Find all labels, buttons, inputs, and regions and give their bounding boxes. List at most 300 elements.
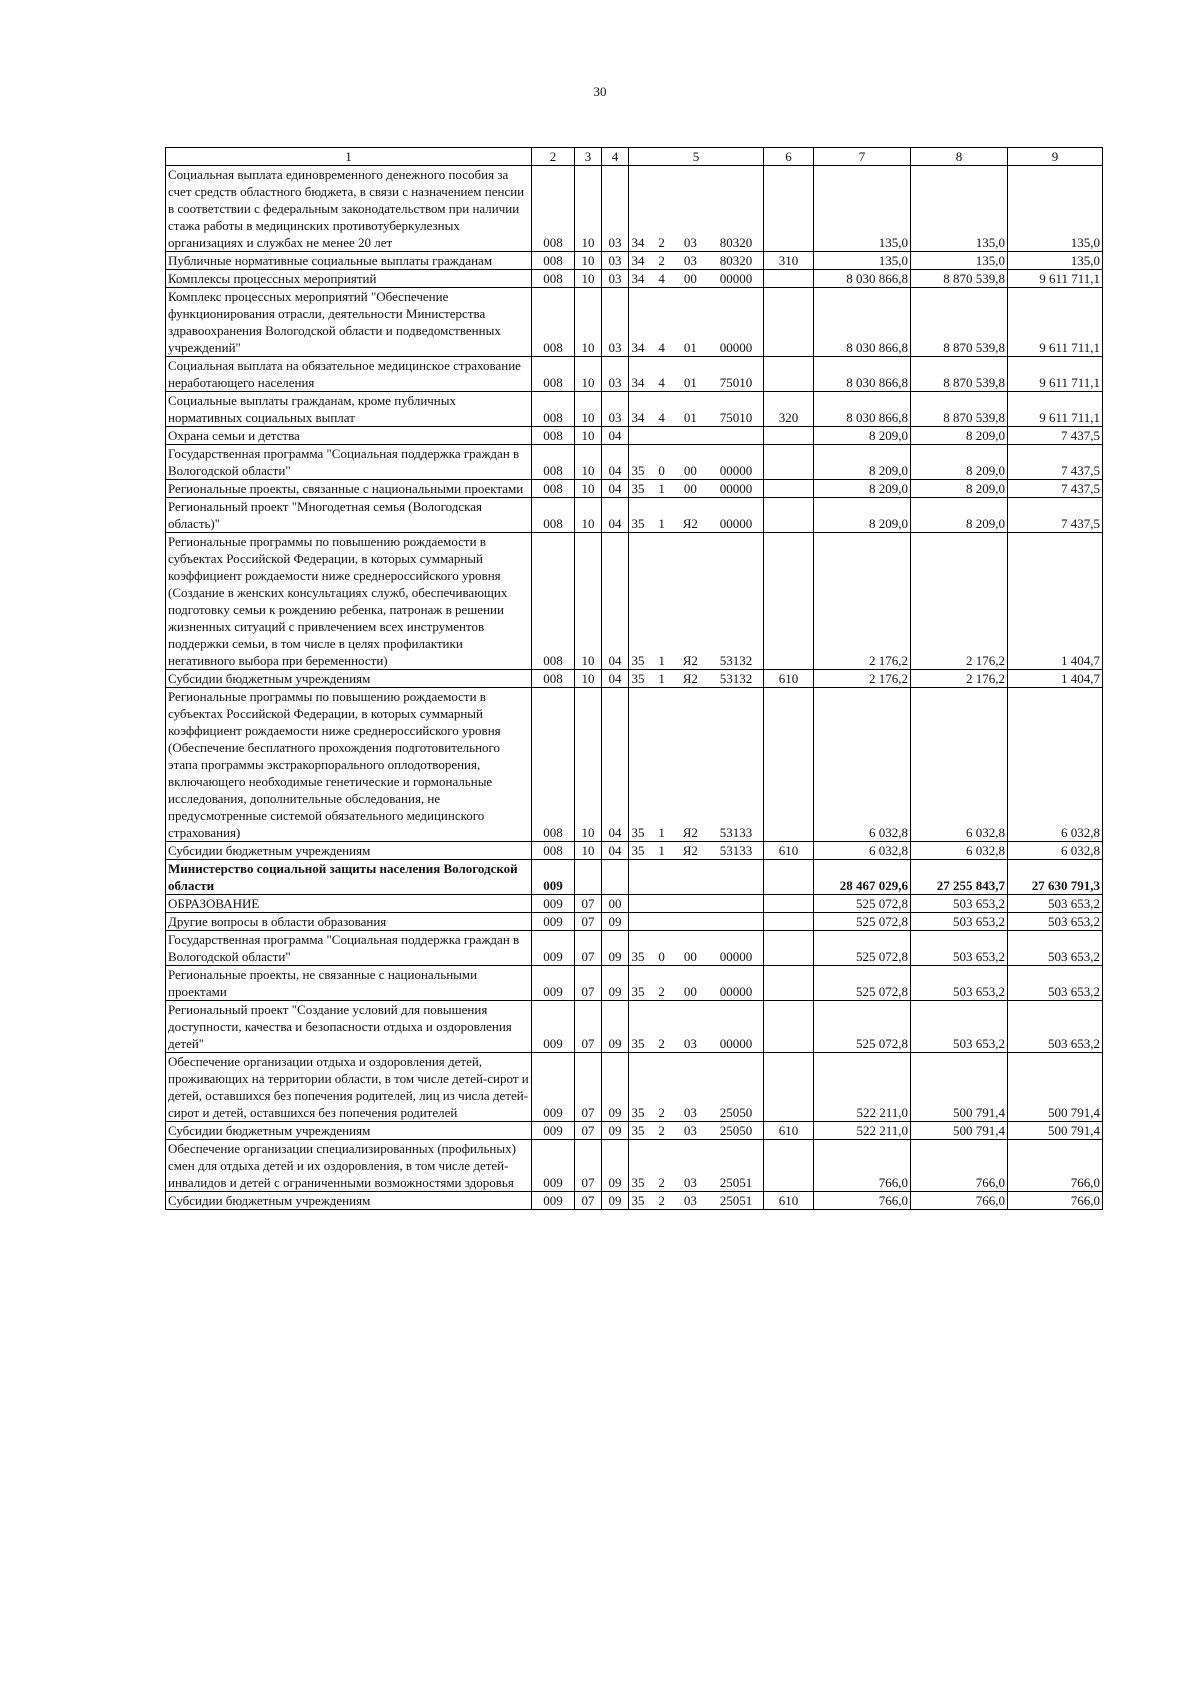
row-value-8: 503 653,2 bbox=[911, 931, 1008, 966]
row-vr bbox=[764, 166, 814, 252]
row-pr: 09 bbox=[602, 966, 629, 1001]
kcs-structure: 00 bbox=[683, 949, 697, 964]
kcs-type: 1 bbox=[658, 481, 665, 496]
row-value-9: 9 611 711,1 bbox=[1008, 288, 1103, 357]
row-value-9: 7 437,5 bbox=[1008, 480, 1103, 498]
row-gr: 009 bbox=[532, 1053, 575, 1122]
kcs-type: 1 bbox=[658, 516, 665, 531]
kcs-structure: 00 bbox=[683, 271, 697, 286]
kcs-direction: 25051 bbox=[719, 1193, 753, 1208]
kcs-direction: 75010 bbox=[719, 375, 753, 390]
row-pr: 04 bbox=[602, 498, 629, 533]
row-rz: 07 bbox=[575, 1140, 602, 1192]
row-name: Социальная выплата единовременного денежного пособия за счет средств областного бюджета, в связи с назначением пенсии в соответствии с федеральным законодательством при наличии стажа работы в медицинских противотуберкулезных организациях и службах не менее 20 лет bbox=[166, 166, 532, 252]
row-name: Другие вопросы в области образования bbox=[166, 913, 532, 931]
row-name: Министерство социальной защиты населения Вологодской области bbox=[166, 860, 532, 895]
kcs-direction: 00000 bbox=[719, 984, 753, 999]
row-name: Государственная программа "Социальная поддержка граждан в Вологодской области" bbox=[166, 931, 532, 966]
row-gr: 009 bbox=[532, 1001, 575, 1053]
row-pr: 03 bbox=[602, 252, 629, 270]
table-row bbox=[166, 166, 1103, 252]
row-rz: 10 bbox=[575, 445, 602, 480]
table-row bbox=[166, 966, 1103, 1001]
row-value-8: 8 209,0 bbox=[911, 498, 1008, 533]
row-pr bbox=[602, 860, 629, 895]
row-gr: 008 bbox=[532, 670, 575, 688]
row-gr: 009 bbox=[532, 1122, 575, 1140]
row-value-8: 8 870 539,8 bbox=[911, 392, 1008, 427]
row-value-8: 27 255 843,7 bbox=[911, 860, 1008, 895]
row-name: Публичные нормативные социальные выплаты гражданам bbox=[166, 252, 532, 270]
row-name: Комплекс процессных мероприятий "Обеспечение функционирования отрасли, деятельности Министерства здравоохранения Вологодской области и подведомственных учреждений" bbox=[166, 288, 532, 357]
row-pr: 03 bbox=[602, 357, 629, 392]
row-value-9: 135,0 bbox=[1008, 252, 1103, 270]
table-row bbox=[166, 1001, 1103, 1053]
row-value-9: 135,0 bbox=[1008, 166, 1103, 252]
kcs-structure: 03 bbox=[683, 1193, 697, 1208]
row-gr: 008 bbox=[532, 842, 575, 860]
row-kcs bbox=[629, 498, 764, 533]
row-value-7: 525 072,8 bbox=[814, 895, 911, 913]
row-pr: 04 bbox=[602, 480, 629, 498]
table-row bbox=[166, 427, 1103, 445]
row-value-7: 2 176,2 bbox=[814, 670, 911, 688]
row-gr: 008 bbox=[532, 688, 575, 842]
row-value-9: 7 437,5 bbox=[1008, 427, 1103, 445]
row-kcs bbox=[629, 252, 764, 270]
row-kcs bbox=[629, 1053, 764, 1122]
row-gr: 008 bbox=[532, 427, 575, 445]
row-pr: 00 bbox=[602, 895, 629, 913]
row-value-7: 28 467 029,6 bbox=[814, 860, 911, 895]
table-row bbox=[166, 392, 1103, 427]
row-name: Обеспечение организации специализированных (профильных) смен для отдыха детей и их оздоровления, в том числе детей-инвалидов и детей с ограниченными возможностями здоровья bbox=[166, 1140, 532, 1192]
row-vr bbox=[764, 357, 814, 392]
table-row bbox=[166, 931, 1103, 966]
row-value-8: 8 870 539,8 bbox=[911, 270, 1008, 288]
kcs-type: 2 bbox=[658, 1193, 665, 1208]
row-name: Субсидии бюджетным учреждениям bbox=[166, 1122, 532, 1140]
row-value-7: 766,0 bbox=[814, 1192, 911, 1210]
kcs-direction: 00000 bbox=[719, 949, 753, 964]
kcs-structure: 01 bbox=[683, 375, 697, 390]
kcs-structure: 01 bbox=[683, 340, 697, 355]
row-vr bbox=[764, 860, 814, 895]
header-col-8: 8 bbox=[911, 148, 1008, 166]
kcs-type: 0 bbox=[658, 463, 665, 478]
row-value-8: 135,0 bbox=[911, 166, 1008, 252]
row-vr bbox=[764, 1053, 814, 1122]
kcs-type: 2 bbox=[658, 1105, 665, 1120]
row-name: Охрана семьи и детства bbox=[166, 427, 532, 445]
row-kcs bbox=[629, 166, 764, 252]
row-kcs bbox=[629, 913, 764, 931]
row-value-9: 503 653,2 bbox=[1008, 913, 1103, 931]
row-gr: 008 bbox=[532, 498, 575, 533]
row-value-8: 766,0 bbox=[911, 1140, 1008, 1192]
row-value-7: 8 209,0 bbox=[814, 427, 911, 445]
kcs-direction: 25050 bbox=[719, 1123, 753, 1138]
row-rz: 07 bbox=[575, 966, 602, 1001]
table-row bbox=[166, 1122, 1103, 1140]
table-row bbox=[166, 1192, 1103, 1210]
row-vr bbox=[764, 498, 814, 533]
kcs-program: 35 bbox=[631, 463, 645, 478]
header-col-4: 4 bbox=[602, 148, 629, 166]
row-kcs bbox=[629, 392, 764, 427]
row-vr: 320 bbox=[764, 392, 814, 427]
row-kcs bbox=[629, 1122, 764, 1140]
kcs-structure: 03 bbox=[683, 235, 697, 250]
kcs-structure: Я2 bbox=[682, 653, 698, 668]
row-value-9: 7 437,5 bbox=[1008, 498, 1103, 533]
row-value-9: 500 791,4 bbox=[1008, 1122, 1103, 1140]
kcs-program: 34 bbox=[631, 410, 645, 425]
row-gr: 009 bbox=[532, 913, 575, 931]
row-value-9: 766,0 bbox=[1008, 1192, 1103, 1210]
kcs-structure: Я2 bbox=[682, 671, 698, 686]
row-value-8: 135,0 bbox=[911, 252, 1008, 270]
row-rz: 07 bbox=[575, 913, 602, 931]
row-value-9: 503 653,2 bbox=[1008, 1001, 1103, 1053]
row-kcs bbox=[629, 1001, 764, 1053]
row-value-8: 503 653,2 bbox=[911, 1001, 1008, 1053]
kcs-type: 2 bbox=[658, 1036, 665, 1051]
row-value-8: 6 032,8 bbox=[911, 842, 1008, 860]
kcs-structure: 03 bbox=[683, 1036, 697, 1051]
row-rz: 10 bbox=[575, 270, 602, 288]
row-rz: 07 bbox=[575, 1053, 602, 1122]
kcs-direction: 53133 bbox=[719, 825, 753, 840]
row-value-8: 8 209,0 bbox=[911, 427, 1008, 445]
row-value-7: 2 176,2 bbox=[814, 533, 911, 670]
kcs-structure: 03 bbox=[683, 1105, 697, 1120]
row-gr: 008 bbox=[532, 480, 575, 498]
kcs-program: 35 bbox=[631, 1193, 645, 1208]
row-pr: 04 bbox=[602, 533, 629, 670]
kcs-type: 1 bbox=[658, 653, 665, 668]
row-vr bbox=[764, 966, 814, 1001]
row-value-7: 6 032,8 bbox=[814, 842, 911, 860]
row-value-9: 7 437,5 bbox=[1008, 445, 1103, 480]
row-vr: 310 bbox=[764, 252, 814, 270]
row-rz: 07 bbox=[575, 895, 602, 913]
kcs-direction: 75010 bbox=[719, 410, 753, 425]
kcs-structure: 00 bbox=[683, 481, 697, 496]
header-col-1: 1 bbox=[166, 148, 532, 166]
row-value-9: 1 404,7 bbox=[1008, 670, 1103, 688]
row-value-7: 525 072,8 bbox=[814, 913, 911, 931]
row-vr bbox=[764, 270, 814, 288]
kcs-type: 0 bbox=[658, 949, 665, 964]
row-rz: 07 bbox=[575, 1001, 602, 1053]
kcs-program: 34 bbox=[631, 235, 645, 250]
row-value-7: 8 209,0 bbox=[814, 445, 911, 480]
row-name: Государственная программа "Социальная поддержка граждан в Вологодской области" bbox=[166, 445, 532, 480]
row-pr: 09 bbox=[602, 913, 629, 931]
kcs-direction: 00000 bbox=[719, 516, 753, 531]
row-value-8: 503 653,2 bbox=[911, 895, 1008, 913]
kcs-structure: 00 bbox=[683, 984, 697, 999]
table-row bbox=[166, 445, 1103, 480]
kcs-type: 2 bbox=[658, 1123, 665, 1138]
row-gr: 009 bbox=[532, 931, 575, 966]
kcs-direction: 53133 bbox=[719, 843, 753, 858]
row-rz: 10 bbox=[575, 498, 602, 533]
row-value-9: 503 653,2 bbox=[1008, 931, 1103, 966]
kcs-direction: 80320 bbox=[719, 253, 753, 268]
kcs-structure: 03 bbox=[683, 253, 697, 268]
row-rz: 10 bbox=[575, 688, 602, 842]
row-gr: 008 bbox=[532, 270, 575, 288]
row-value-9: 9 611 711,1 bbox=[1008, 392, 1103, 427]
row-value-8: 8 209,0 bbox=[911, 445, 1008, 480]
table-row bbox=[166, 860, 1103, 895]
row-kcs bbox=[629, 445, 764, 480]
kcs-program: 35 bbox=[631, 949, 645, 964]
row-vr bbox=[764, 913, 814, 931]
table-body bbox=[166, 166, 1103, 1210]
table-row bbox=[166, 357, 1103, 392]
row-name: Региональные проекты, не связанные с национальными проектами bbox=[166, 966, 532, 1001]
row-name: Комплексы процессных мероприятий bbox=[166, 270, 532, 288]
row-vr bbox=[764, 427, 814, 445]
row-name: Субсидии бюджетным учреждениям bbox=[166, 842, 532, 860]
row-name: Социальные выплаты гражданам, кроме публичных нормативных социальных выплат bbox=[166, 392, 532, 427]
row-kcs bbox=[629, 270, 764, 288]
row-vr bbox=[764, 895, 814, 913]
row-value-7: 522 211,0 bbox=[814, 1122, 911, 1140]
row-kcs bbox=[629, 427, 764, 445]
row-value-8: 2 176,2 bbox=[911, 533, 1008, 670]
row-rz: 10 bbox=[575, 427, 602, 445]
kcs-program: 35 bbox=[631, 671, 645, 686]
kcs-program: 35 bbox=[631, 843, 645, 858]
row-value-8: 8 870 539,8 bbox=[911, 357, 1008, 392]
row-value-7: 766,0 bbox=[814, 1140, 911, 1192]
row-name: Социальная выплата на обязательное медицинское страхование неработающего населения bbox=[166, 357, 532, 392]
row-gr: 009 bbox=[532, 1192, 575, 1210]
kcs-direction: 53132 bbox=[719, 653, 753, 668]
kcs-type: 4 bbox=[658, 410, 665, 425]
table-header-row bbox=[166, 148, 1103, 166]
row-value-8: 8 209,0 bbox=[911, 480, 1008, 498]
row-name: Обеспечение организации отдыха и оздоровления детей, проживающих на территории области, в том числе детей-сирот и детей, оставшихся без попечения родителей, лиц из числа детей-сирот и детей, оставшихся без попечения родителей bbox=[166, 1053, 532, 1122]
row-vr: 610 bbox=[764, 1192, 814, 1210]
row-value-7: 525 072,8 bbox=[814, 931, 911, 966]
row-pr: 09 bbox=[602, 1140, 629, 1192]
row-value-7: 8 030 866,8 bbox=[814, 288, 911, 357]
kcs-program: 35 bbox=[631, 653, 645, 668]
table-row bbox=[166, 670, 1103, 688]
row-name: ОБРАЗОВАНИЕ bbox=[166, 895, 532, 913]
row-rz: 10 bbox=[575, 357, 602, 392]
row-rz: 10 bbox=[575, 288, 602, 357]
row-kcs bbox=[629, 860, 764, 895]
row-kcs bbox=[629, 966, 764, 1001]
row-vr bbox=[764, 480, 814, 498]
kcs-type: 2 bbox=[658, 235, 665, 250]
kcs-program: 34 bbox=[631, 253, 645, 268]
row-gr: 009 bbox=[532, 895, 575, 913]
row-rz: 07 bbox=[575, 1122, 602, 1140]
kcs-type: 4 bbox=[658, 375, 665, 390]
kcs-structure: 00 bbox=[683, 463, 697, 478]
row-value-8: 503 653,2 bbox=[911, 913, 1008, 931]
kcs-program: 35 bbox=[631, 1175, 645, 1190]
kcs-type: 2 bbox=[658, 984, 665, 999]
row-value-9: 503 653,2 bbox=[1008, 895, 1103, 913]
row-rz: 10 bbox=[575, 392, 602, 427]
row-gr: 008 bbox=[532, 533, 575, 670]
kcs-type: 1 bbox=[658, 671, 665, 686]
row-name: Региональные программы по повышению рождаемости в субъектах Российской Федерации, в которых суммарный коэффициент рождаемости ниже среднероссийского уровня (Создание в женских консультациях служб, обеспечивающих подготовку семьи к рождению ребенка, патронаж в решении жизненных ситуаций с привлечением всех инструментов поддержки семьи, в том числе в целях профилактики негативного выбора при беременности) bbox=[166, 533, 532, 670]
kcs-program: 35 bbox=[631, 825, 645, 840]
header-col-6: 6 bbox=[764, 148, 814, 166]
row-rz: 07 bbox=[575, 931, 602, 966]
table-row bbox=[166, 1140, 1103, 1192]
kcs-program: 34 bbox=[631, 271, 645, 286]
kcs-type: 1 bbox=[658, 825, 665, 840]
table-row bbox=[166, 688, 1103, 842]
row-vr bbox=[764, 288, 814, 357]
row-value-9: 1 404,7 bbox=[1008, 533, 1103, 670]
table-row bbox=[166, 895, 1103, 913]
kcs-structure: 01 bbox=[683, 410, 697, 425]
row-pr: 03 bbox=[602, 288, 629, 357]
kcs-direction: 25051 bbox=[719, 1175, 753, 1190]
row-pr: 04 bbox=[602, 688, 629, 842]
kcs-type: 4 bbox=[658, 271, 665, 286]
row-value-7: 135,0 bbox=[814, 252, 911, 270]
row-value-7: 135,0 bbox=[814, 166, 911, 252]
kcs-program: 35 bbox=[631, 1123, 645, 1138]
kcs-direction: 00000 bbox=[719, 481, 753, 496]
table-row bbox=[166, 288, 1103, 357]
kcs-direction: 00000 bbox=[719, 340, 753, 355]
row-pr: 09 bbox=[602, 931, 629, 966]
row-pr: 04 bbox=[602, 445, 629, 480]
row-value-7: 8 209,0 bbox=[814, 480, 911, 498]
kcs-direction: 00000 bbox=[719, 271, 753, 286]
kcs-structure: Я2 bbox=[682, 843, 698, 858]
row-rz: 10 bbox=[575, 842, 602, 860]
row-name: Региональные программы по повышению рождаемости в субъектах Российской Федерации, в которых суммарный коэффициент рождаемости ниже среднероссийского уровня (Обеспечение бесплатного прохождения подготовительного этапа программы экстракорпорального оплодотворения, включающего необходимые генетические и гормональные исследования, дополнительные обследования, не предусмотренные системой обязательного медицинского страхования) bbox=[166, 688, 532, 842]
kcs-direction: 00000 bbox=[719, 463, 753, 478]
header-col-7: 7 bbox=[814, 148, 911, 166]
row-kcs bbox=[629, 480, 764, 498]
row-value-8: 500 791,4 bbox=[911, 1053, 1008, 1122]
row-kcs bbox=[629, 533, 764, 670]
row-vr bbox=[764, 931, 814, 966]
row-vr: 610 bbox=[764, 1122, 814, 1140]
row-kcs bbox=[629, 931, 764, 966]
kcs-program: 34 bbox=[631, 375, 645, 390]
row-pr: 03 bbox=[602, 270, 629, 288]
kcs-program: 35 bbox=[631, 481, 645, 496]
row-value-7: 522 211,0 bbox=[814, 1053, 911, 1122]
row-gr: 008 bbox=[532, 357, 575, 392]
row-pr: 04 bbox=[602, 427, 629, 445]
row-pr: 04 bbox=[602, 842, 629, 860]
row-value-7: 525 072,8 bbox=[814, 1001, 911, 1053]
table-row bbox=[166, 913, 1103, 931]
row-name: Субсидии бюджетным учреждениям bbox=[166, 1192, 532, 1210]
kcs-type: 4 bbox=[658, 340, 665, 355]
table-row bbox=[166, 498, 1103, 533]
row-gr: 008 bbox=[532, 288, 575, 357]
row-value-7: 8 209,0 bbox=[814, 498, 911, 533]
kcs-structure: Я2 bbox=[682, 825, 698, 840]
row-kcs bbox=[629, 670, 764, 688]
row-rz: 10 bbox=[575, 533, 602, 670]
row-gr: 008 bbox=[532, 445, 575, 480]
row-value-7: 8 030 866,8 bbox=[814, 270, 911, 288]
row-kcs bbox=[629, 1192, 764, 1210]
kcs-program: 34 bbox=[631, 340, 645, 355]
header-col-2: 2 bbox=[532, 148, 575, 166]
header-col-5: 5 bbox=[629, 148, 764, 166]
kcs-program: 35 bbox=[631, 1036, 645, 1051]
row-value-9: 6 032,8 bbox=[1008, 842, 1103, 860]
row-vr bbox=[764, 533, 814, 670]
row-name: Субсидии бюджетным учреждениям bbox=[166, 670, 532, 688]
row-value-9: 9 611 711,1 bbox=[1008, 270, 1103, 288]
header-col-3: 3 bbox=[575, 148, 602, 166]
header-col-9: 9 bbox=[1008, 148, 1103, 166]
row-vr bbox=[764, 1001, 814, 1053]
row-value-8: 2 176,2 bbox=[911, 670, 1008, 688]
row-value-8: 503 653,2 bbox=[911, 966, 1008, 1001]
row-rz: 10 bbox=[575, 480, 602, 498]
row-gr: 009 bbox=[532, 1140, 575, 1192]
row-vr bbox=[764, 688, 814, 842]
row-gr: 009 bbox=[532, 860, 575, 895]
budget-table bbox=[165, 147, 1103, 1210]
row-kcs bbox=[629, 288, 764, 357]
kcs-direction: 25050 bbox=[719, 1105, 753, 1120]
row-name: Региональный проект "Многодетная семья (Вологодская область)" bbox=[166, 498, 532, 533]
row-pr: 09 bbox=[602, 1053, 629, 1122]
row-vr: 610 bbox=[764, 670, 814, 688]
row-rz: 10 bbox=[575, 252, 602, 270]
row-vr: 610 bbox=[764, 842, 814, 860]
row-pr: 04 bbox=[602, 670, 629, 688]
page-number: 30 bbox=[593, 84, 607, 99]
kcs-structure: 03 bbox=[683, 1123, 697, 1138]
kcs-structure: Я2 bbox=[682, 516, 698, 531]
row-kcs bbox=[629, 842, 764, 860]
row-vr bbox=[764, 445, 814, 480]
kcs-direction: 00000 bbox=[719, 1036, 753, 1051]
row-pr: 09 bbox=[602, 1122, 629, 1140]
row-value-9: 9 611 711,1 bbox=[1008, 357, 1103, 392]
table-row bbox=[166, 1053, 1103, 1122]
table-row bbox=[166, 842, 1103, 860]
table-row bbox=[166, 480, 1103, 498]
row-rz: 07 bbox=[575, 1192, 602, 1210]
kcs-type: 1 bbox=[658, 843, 665, 858]
row-kcs bbox=[629, 895, 764, 913]
row-value-8: 500 791,4 bbox=[911, 1122, 1008, 1140]
kcs-program: 35 bbox=[631, 516, 645, 531]
row-pr: 03 bbox=[602, 392, 629, 427]
row-kcs bbox=[629, 1140, 764, 1192]
row-vr bbox=[764, 1140, 814, 1192]
row-kcs bbox=[629, 688, 764, 842]
kcs-program: 35 bbox=[631, 1105, 645, 1120]
row-value-9: 503 653,2 bbox=[1008, 966, 1103, 1001]
